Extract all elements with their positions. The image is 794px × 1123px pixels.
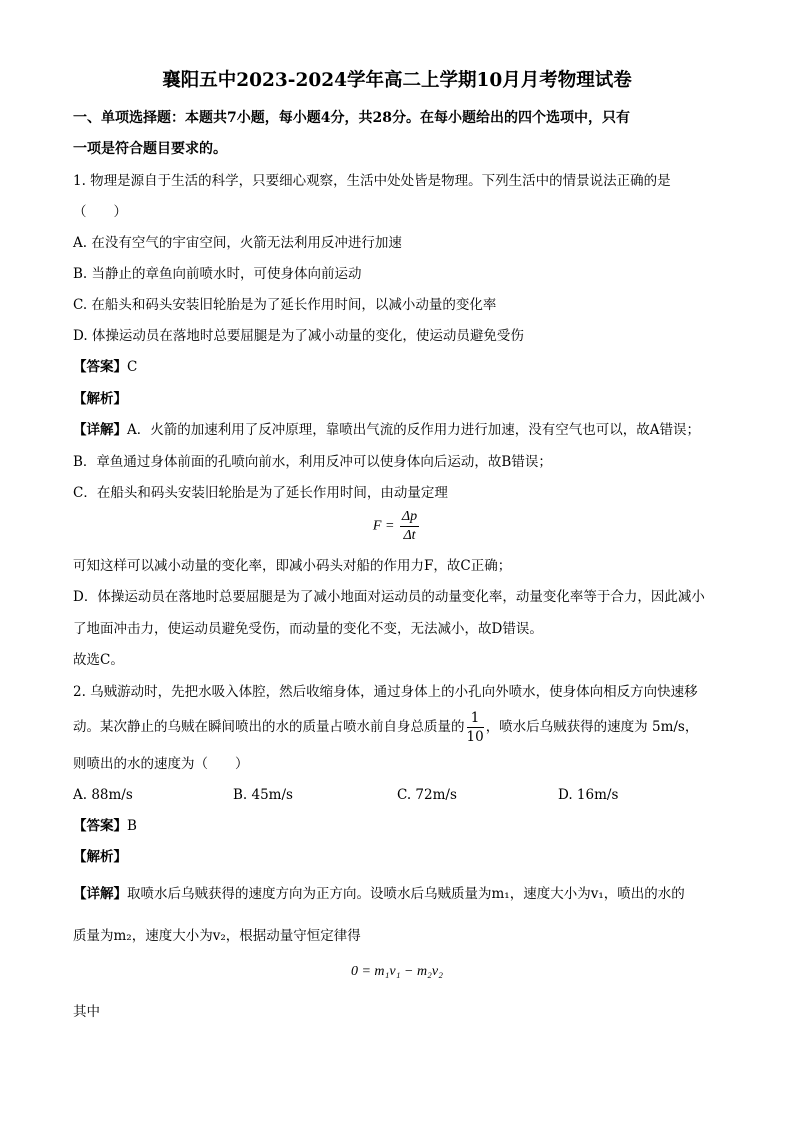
section-heading-line-2: 一项是符合题目要求的。 bbox=[73, 141, 227, 157]
q1-analysis-tag: 【解析】 bbox=[73, 391, 127, 407]
q1-option-b: B. 当静止的章鱼向前喷水时，可使身体向前运动 bbox=[73, 266, 362, 282]
q2-option-b: B. 45m/s bbox=[233, 787, 293, 803]
formula-fraction bbox=[400, 508, 419, 545]
formula-denominator: Δt bbox=[403, 528, 416, 543]
q1-stem-line-2: （ ） bbox=[73, 204, 127, 220]
q2-detail-line-3: 其中 bbox=[73, 1004, 100, 1020]
q1-detail-line-4: 可知这样可以减小动量的变化率，即减小码头对船的作用力F，故C正确； bbox=[73, 558, 512, 574]
q1-detail-line-3: C．在船头和码头安装旧轮胎是为了延长作用时间，由动量定理 bbox=[73, 485, 448, 501]
q1-detail-line-1 bbox=[73, 420, 700, 440]
q2-answer: B bbox=[127, 818, 137, 834]
detail-tag: 【详解】 bbox=[73, 422, 127, 438]
q1-detail-line-2: B．章鱼通过身体前面的孔喷向前水，利用反冲可以使身体向后运动，故B错误； bbox=[73, 454, 552, 470]
q1-answer: C bbox=[127, 359, 138, 375]
q1-formula bbox=[0, 508, 794, 545]
q1-option-a: A. 在没有空气的宇宙空间，火箭无法利用反冲进行加速 bbox=[73, 235, 402, 251]
q1-detail-text-1: A．火箭的加速利用了反冲原理，靠喷出气流的反作用力进行加速，没有空气也可以，故A错误； bbox=[127, 422, 700, 438]
q2-stem-text-2b: ，喷水后乌贼获得的速度为 5m/s， bbox=[485, 719, 699, 735]
q2-fraction-numerator: 1 bbox=[467, 709, 484, 728]
q2-stem-line-1: 2. 乌贼游动时，先把水吸入体腔，然后收缩身体，通过身体上的小孔向外喷水，使身体向相反方向快速移 bbox=[73, 684, 698, 700]
q1-detail-line-5: D．体操运动员在落地时总要屈腿是为了减小地面对运动员的动量变化率，动量变化率等于合力，因此减小 bbox=[73, 589, 705, 605]
answer-tag: 【答案】 bbox=[73, 359, 127, 375]
q2-option-a: A. 88m/s bbox=[73, 787, 133, 803]
q1-option-c: C. 在船头和码头安装旧轮胎是为了延长作用时间，以减小动量的变化率 bbox=[73, 297, 497, 313]
q2-option-c: C. 72m/s bbox=[397, 787, 457, 803]
page-title: 襄阳五中2023-2024学年高二上学期10月月考物理试卷 bbox=[162, 70, 632, 91]
q2-stem-text-2a: 动。某次静止的乌贼在瞬间喷出的水的质量占喷水前自身总质量的 bbox=[73, 719, 465, 735]
q2-mass-fraction bbox=[467, 709, 484, 746]
q2-formula: 0 = m₁v₁ − m₂v₂ bbox=[350, 964, 443, 979]
q1-option-d: D. 体操运动员在落地时总要屈腿是为了减小动量的变化，使运动员避免受伤 bbox=[73, 328, 524, 344]
q2-answer-line bbox=[73, 816, 137, 836]
section-heading-line-1: 一、单项选择题：本题共7小题，每小题4分，共28分。在每小题给出的四个选项中，只有 bbox=[73, 110, 630, 126]
q2-stem-line-3: 则喷出的水的速度为（ ） bbox=[73, 756, 249, 772]
q1-answer-line bbox=[73, 357, 137, 377]
q1-detail-line-6: 了地面冲击力，使运动员避免受伤，而动量的变化不变，无法减小，故D错误。 bbox=[73, 621, 543, 637]
q2-detail-line-2: 质量为m₂，速度大小为v₂，根据动量守恒定律得 bbox=[73, 928, 361, 944]
formula-lhs: F = bbox=[372, 518, 395, 534]
formula-numerator: Δp bbox=[400, 508, 419, 527]
q2-stem-line-2 bbox=[73, 709, 698, 746]
q2-option-d: D. 16m/s bbox=[558, 787, 619, 803]
answer-tag: 【答案】 bbox=[73, 818, 127, 834]
q1-stem-line-1: 1. 物理是源自于生活的科学，只要细心观察，生活中处处皆是物理。下列生活中的情景说法正确的是 bbox=[73, 173, 671, 189]
q2-detail-text-1: 取喷水后乌贼获得的速度方向为正方向。设喷水后乌贼质量为m₁，速度大小为v₁，喷出的水的 bbox=[127, 886, 685, 902]
detail-tag: 【详解】 bbox=[73, 886, 127, 902]
q2-analysis-tag: 【解析】 bbox=[73, 849, 127, 865]
q1-conclusion: 故选C。 bbox=[73, 652, 124, 668]
q2-fraction-denominator: 10 bbox=[466, 729, 484, 745]
q2-detail-line-1 bbox=[73, 884, 685, 904]
